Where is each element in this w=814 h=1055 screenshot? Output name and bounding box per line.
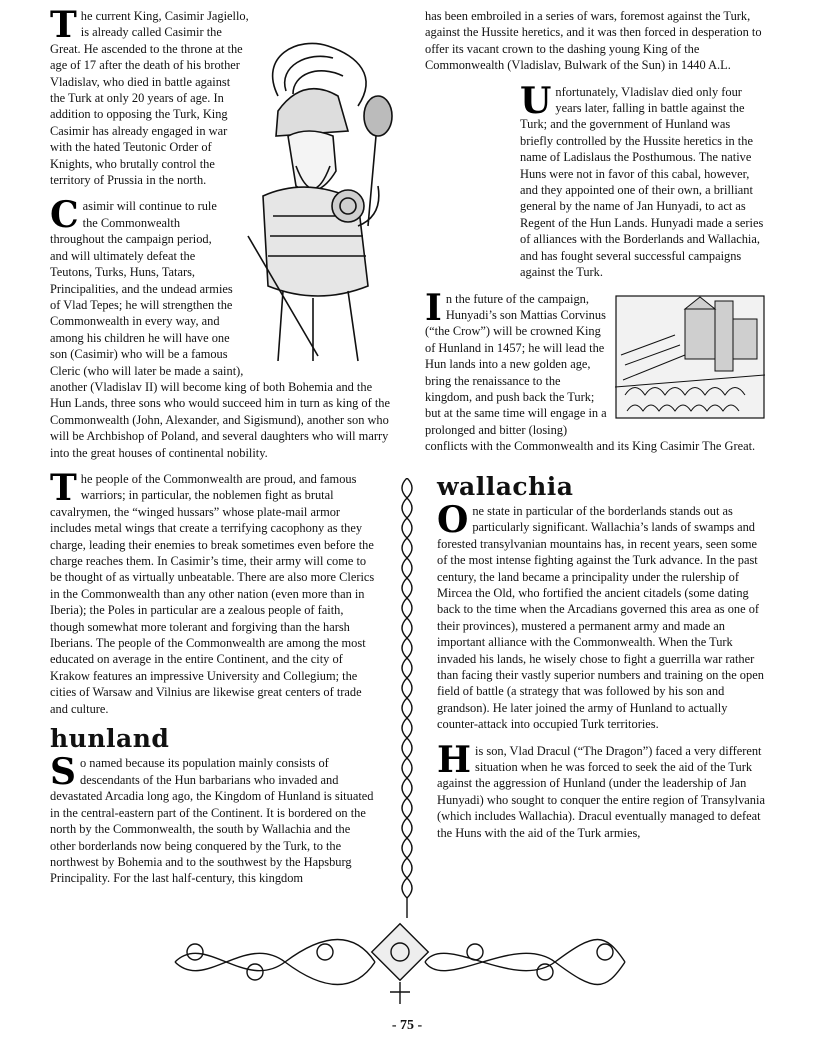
section-title-wallachia: wallachia [437, 471, 574, 501]
paragraph-hunland [50, 751, 395, 886]
paragraph-vladislav-death [425, 79, 765, 281]
bottom-ornament [165, 912, 635, 1006]
paragraph-text: he current King, Casimir Jagiello, is already called Casimir the Great. He ascended to the throne at the age of 17 after the death of his brother Vladislav, who died in battle against the Turk at only 20 years of age. In addition to opposing the Turk, King Casimir has already engaged in war with the hated Teutonic Order of Knights, who brutally control the territory of Prussia in the north. [50, 9, 249, 188]
dropcap: U [520, 79, 552, 122]
dropcap: O [437, 498, 469, 541]
dropcap: I [425, 286, 442, 329]
right-column [425, 8, 765, 851]
paragraph-wallachia [425, 498, 765, 733]
section-title-hunland: hunland [50, 724, 170, 754]
paragraph-text: is son, Vlad Dracul (“The Dragon”) faced a very different situation when he was forced to seek the aid of the Turk against the aggression of Hunland (under the leadership of Jan Hunyadi) who sought to conquer the entire region of Transylvania (which includes Wallachia). Dracul eventually managed to defeat the Huns with the aid of the Turk armies, [437, 743, 765, 840]
dropcap: T [50, 466, 77, 509]
paragraph-text: has been embroiled in a series of wars, foremost against the Turk, against the Hussite heretics, and it was then forced in desperation to offer its vacant crown to the dashing young King of the Commonwealth (Vladislav, Bulwark of the Sun) in 1440 A.L. [425, 9, 762, 73]
vertical-ornament [392, 478, 422, 918]
paragraph-text: ne state in particular of the borderlands stands out as particularly significant. Wallachia’s lands of swamps and forested transylvanian mountains has, in recent years, seen some of the most intense fighting against the Turk advance. In the past century, the land became a principality under the rulership of Mircea the Old, who fortified the ancient citadels (some dating back to the time when the Arcadians governed this area as one of their provinces), mustered a permanent army and made an important alliance with the Commonwealth. When the Turk invaded his lands, he wisely chose to fight a guerrilla war rather than facing their vastly superior numbers and training on the open field of battle (a strategy that was followed by his son and grandson). He later joined the army of Hunland to actually counter-attack into occupied Turk territories. [437, 503, 764, 732]
dropcap: T [50, 4, 77, 46]
left-column [50, 4, 395, 897]
paragraph-commonwealth-people [50, 466, 395, 717]
paragraph-text: nfortunately, Vladislav died only four years later, falling in battle against the Turk; and the government of Hunland was briefly controlled by the Hussite heretics in the name of Ladislaus the Posthumous. The native Huns were not in favor of this cabal, however, and they appointed one of their own, a brilliant general by the name of Jan Hunyadi, to act as Regent of the Hun Lands. Hunyadi made a series of alliances with the Borderlands and Wallachia, and has fought several successful campaigns against the Turk. [520, 84, 764, 280]
paragraph-text: asimir will continue to rule the Commonwealth throughout the campaign period, and will ultimately defeat the Teutons, Turks, Huns, Tatars, Principalities, and the undead armies of Vlad Tepes; he will strengthen the Commonwealth in every way, and among his children he will have one son (Casimir) who will be a famous Cleric (who will later be made a saint), another (Vladislav II) will become king of both Bohemia and the Hun Lands, three sons who would succeed him in turn as king of the Commonwealth (John, Alexander, and Sigismund), another son who will be Archbishop of Poland, and several daughters who will marry into the great houses of continental nobility. [50, 199, 390, 460]
paragraph-hunland-wars [425, 8, 765, 74]
page-number: - 75 - [391, 1018, 423, 1033]
battle-illustration [615, 295, 765, 419]
paragraph-text: n the future of the campaign, Hunyadi’s son Mattias Corvinus (“the Crow”) will be crowned King of Hunland in 1457; he will lead the Hun lands into a new golden age, bring the renaissance to the kingdom, and push back the Turk; but at the same time will engage in a prolonged and bitter (losing) conflicts with the Commonwealth and its King Casimir The Great. [425, 291, 756, 454]
paragraph-vlad-dracul [425, 738, 765, 841]
paragraph-text: he people of the Commonwealth are proud, and famous warriors; in particular, the noblemen fight as brutal cavalrymen, the “winged hussars” whose plate-mail armor includes metal wings that create a terrifying cacophony as they charge, leading their enemies to break sometimes even before the charge reaches them. In Casimir’s time, their army will come to be thought of as virtually unbeatable. There are also more Clerics in the Commonwealth than any other nation (even more than in Iberia); the Poles in particular are a zealous people of faith, though somewhat more tolerant and forgiving than the harsh Iberians. The people of the Commonwealth are among the most educated on average in the entire Continent, and the city of Krakow features an impressive University and Collegium; the cities of Warsaw and Vilnius are likewise great centers of trade and culture. [50, 471, 375, 716]
knight-illustration [208, 36, 413, 366]
dropcap: C [50, 194, 79, 237]
paragraph-text: o named because its population mainly consists of descendants of the Hun barbarians who invaded and devastated Arcadia long ago, the Kingdom of Hunland is situated in the central-eastern part of the Continent. It is bordered on the north by the Commonwealth, the south by Wallachia and the other borderlands now being conquered by the Turk, to the northwest by Bohemia and to the southwest by the Hapsburg Principality. For the last half-century, this kingdom [50, 756, 374, 886]
dropcap: S [50, 751, 76, 794]
dropcap: H [437, 738, 472, 781]
